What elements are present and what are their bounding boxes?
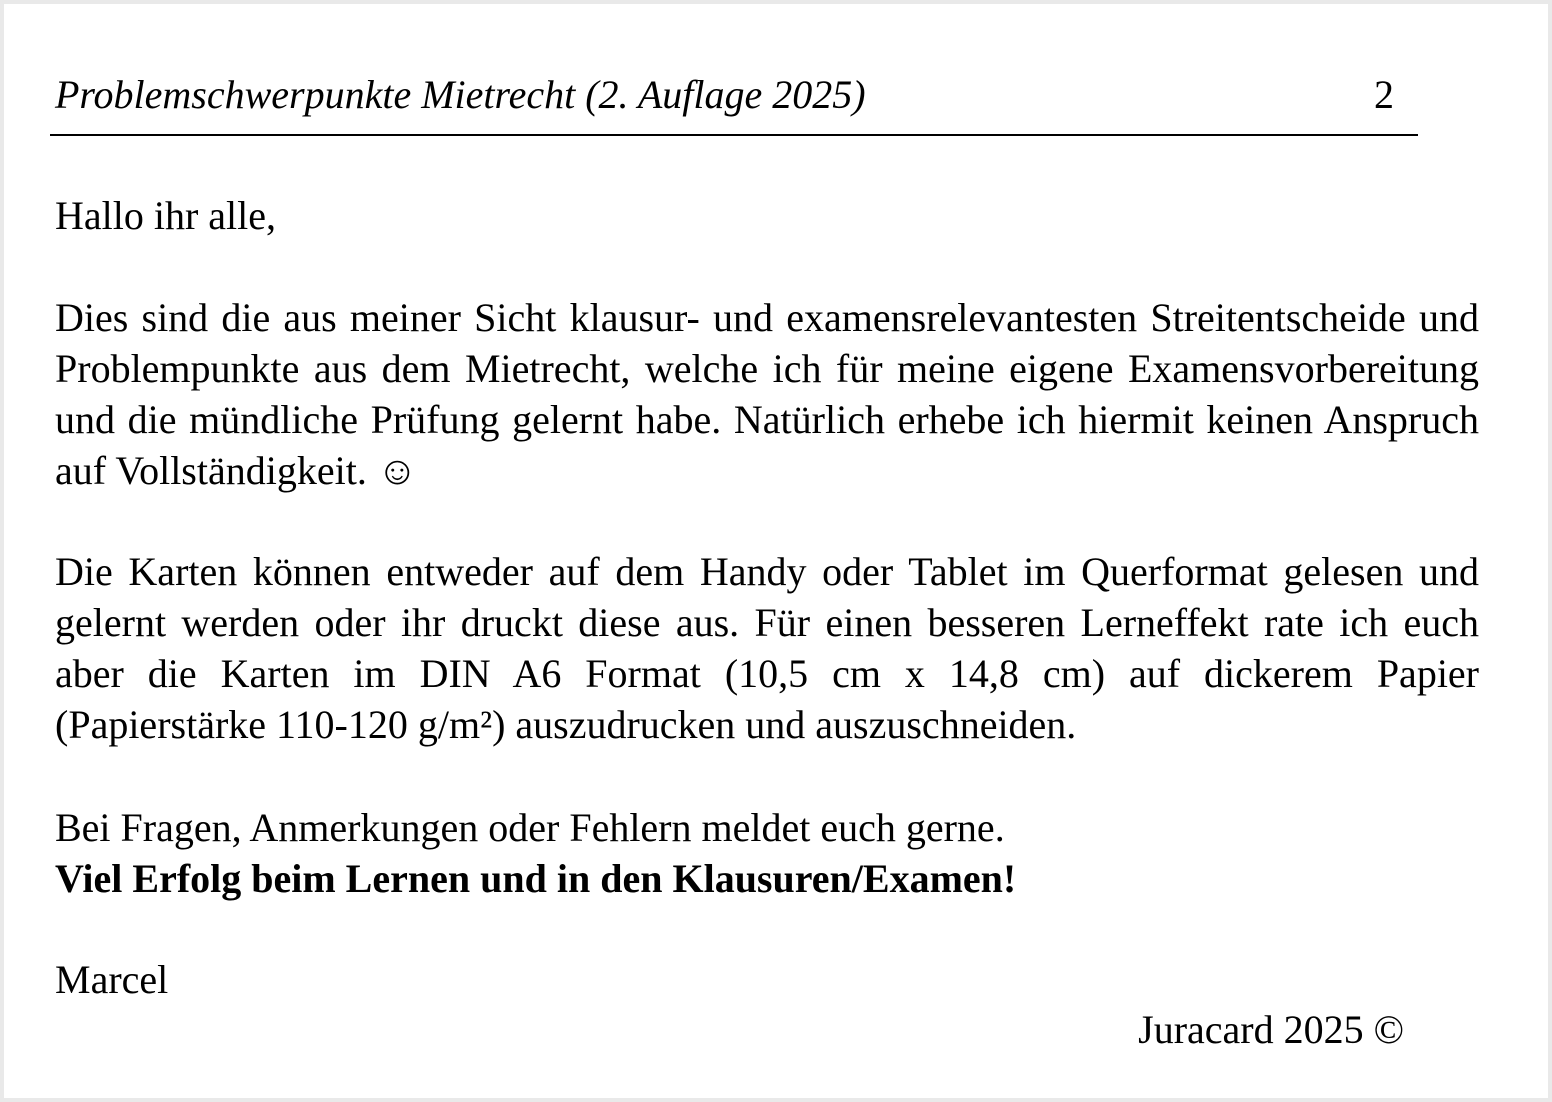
paragraph-closing [55,802,1479,904]
document-page [4,4,1548,1098]
good-luck-note: Viel Erfolg beim Lernen und in den Klausuren/Examen! [55,856,1017,901]
paragraph-intro: Dies sind die aus meiner Sicht klausur- und examensrelevantesten Streitentscheide und Problempunkte aus dem Mietrecht, welche ich für meine eigene Examensvorbereitung und die mündliche Prüfung gelernt habe. Natürlich erhebe ich hiermit keinen Anspruch auf Vollständigkeit. ☺ [55,295,1479,493]
paragraph-usage: Die Karten können entweder auf dem Handy oder Tablet im Querformat gelesen und gelernt werden oder ihr druckt diese aus. Für einen besseren Lerneffekt rate ich euch aber die Karten im DIN A6 Format (10,5 cm x 14,8 cm) auf dickerem Papier (Papierstärke 110-120 g/m²) auszudrucken und auszuschneiden. [55,549,1479,747]
greeting: Hallo ihr alle, [55,193,277,238]
page-header [50,66,1418,136]
signature: Marcel [55,957,169,1002]
header-title: Problemschwerpunkte Mietrecht (2. Auflage 2025) [55,72,866,117]
footer-copyright: Juracard 2025 © [1138,1007,1404,1052]
questions-note: Bei Fragen, Anmerkungen oder Fehlern meldet euch gerne. [55,805,1005,850]
page-number: 2 [1374,72,1394,117]
